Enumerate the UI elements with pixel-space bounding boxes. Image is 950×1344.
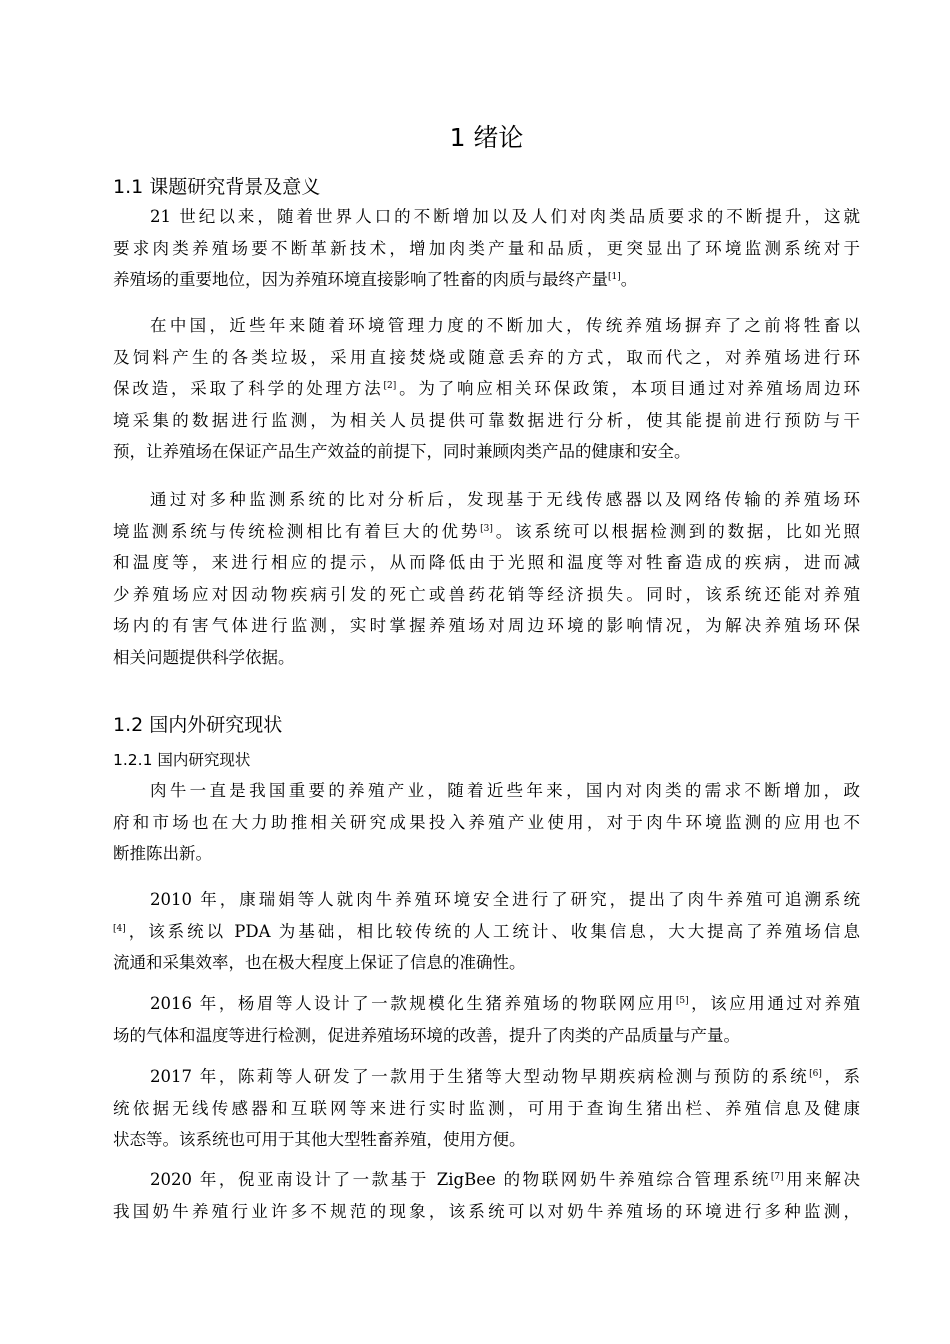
paragraph-4	[113, 775, 860, 870]
paragraph-line: 养殖场的重要地位，因为养殖环境直接影响了牲畜的肉质与最终产量[1]。	[113, 270, 638, 289]
paragraph-line: 及饲料产生的各类垃圾，采用直接焚烧或随意丢弃的方式，取而代之，对养殖场进行环	[113, 347, 860, 367]
citation-1[interactable]: [1]	[608, 272, 621, 282]
paragraph-line: 统依据无线传感器和互联网等来进行实时监测，可用于查询生猪出栏、养殖信息及健康	[113, 1098, 860, 1118]
citation-3[interactable]: [3]	[480, 523, 493, 534]
section-heading-1-2: 1.2 国内外研究现状	[113, 714, 283, 736]
paragraph-line: 2016 年，杨眉等人设计了一款规模化生猪养殖场的物联网应用[5]，该应用通过对养殖	[150, 994, 860, 1013]
paragraph-8	[113, 1164, 860, 1227]
paragraph-line: 21 世纪以来，随着世界人口的不断增加以及人们对肉类品质要求的不断提升，这就	[150, 207, 860, 226]
citation-6[interactable]: [6]	[809, 1069, 822, 1079]
paragraph-line: [4]，该系统以 PDA 为基础，相比较传统的人工统计、收集信息，大大提高了养殖场信息	[113, 921, 860, 941]
paragraph-line: 要求肉类养殖场要不断革新技术，增加肉类产量和品质，更突显出了环境监测系统对于	[113, 238, 860, 258]
citation-2[interactable]: [2]	[383, 381, 397, 391]
subsection-heading-1-2-1: 1.2.1 国内研究现状	[113, 751, 251, 769]
paragraph-3	[113, 484, 860, 673]
paragraph-5	[113, 884, 860, 979]
paragraph-line: 2017 年，陈莉等人研发了一款用于生猪等大型动物早期疾病检测与预防的系统[6]，系	[150, 1067, 860, 1086]
paragraph-line: 少养殖场应对因动物疾病引发的死亡或兽药花销等经济损失。同时，该系统还能对养殖	[113, 584, 860, 604]
paragraph-line: 境采集的数据进行监测，为相关人员提供可靠数据进行分析，使其能提前进行预防与干	[113, 410, 860, 430]
citation-5[interactable]: [5]	[675, 996, 689, 1006]
paragraph-line: 场内的有害气体进行监测，实时掌握养殖场对周边环境的影响情况，为解决养殖场环保	[113, 616, 860, 635]
section-heading-1-1: 1.1 课题研究背景及意义	[113, 176, 321, 198]
paragraph-line: 府和市场也在大力助推相关研究成果投入养殖产业使用，对于肉牛环境监测的应用也不	[113, 812, 860, 832]
paragraph-line: 相关问题提供科学依据。	[113, 647, 295, 667]
paragraph-line: 境监测系统与传统检测相比有着巨大的优势[3]。该系统可以根据检测到的数据，比如光照	[113, 521, 861, 541]
paragraph-line: 和温度等，来进行相应的提示，从而降低由于光照和温度等对牲畜造成的疾病，进而减	[113, 553, 860, 572]
paragraph-1	[113, 201, 860, 296]
paragraph-line: 预，让养殖场在保证产品生产效益的前提下，同时兼顾肉类产品的健康和安全。	[113, 442, 691, 461]
paragraph-6	[113, 988, 860, 1051]
paragraph-7	[113, 1061, 860, 1156]
paragraph-line: 在中国，近些年来随着环境管理力度的不断加大，传统养殖场摒弃了之前将牲畜以	[150, 316, 860, 335]
paragraph-line: 我国奶牛养殖行业许多不规范的现象，该系统可以对奶牛养殖场的环境进行多种监测，	[113, 1201, 860, 1221]
paragraph-2	[113, 310, 860, 468]
paragraph-line: 通过对多种监测系统的比对分析后，发现基于无线传感器以及网络传输的养殖场环	[150, 490, 860, 509]
citation-7[interactable]: [7]	[770, 1172, 784, 1182]
chapter-title: 1 绪论	[449, 123, 524, 152]
paragraph-line: 场的气体和温度等进行检测，促进养殖场环境的改善，提升了肉类的产品质量与产量。	[113, 1025, 740, 1045]
paragraph-line: 2020 年，倪亚南设计了一款基于 ZigBee 的物联网奶牛养殖综合管理系统[7]用来解决	[150, 1170, 861, 1189]
citation-4[interactable]: [4]	[113, 923, 126, 934]
paragraph-line: 状态等。该系统也可用于其他大型牲畜养殖，使用方便。	[113, 1130, 526, 1149]
paragraph-line: 保改造，采取了科学的处理方法[2]。为了响应相关环保政策，本项目通过对养殖场周边环	[113, 379, 861, 398]
paragraph-line: 流通和采集效率，也在极大程度上保证了信息的准确性。	[113, 953, 526, 972]
paragraph-line: 2010 年，康瑞娟等人就肉牛养殖环境安全进行了研究，提出了肉牛养殖可追溯系统	[150, 890, 860, 909]
paragraph-line: 肉牛一直是我国重要的养殖产业，随着近些年来，国内对肉类的需求不断增加，政	[150, 781, 860, 800]
paragraph-line: 断推陈出新。	[113, 844, 212, 863]
